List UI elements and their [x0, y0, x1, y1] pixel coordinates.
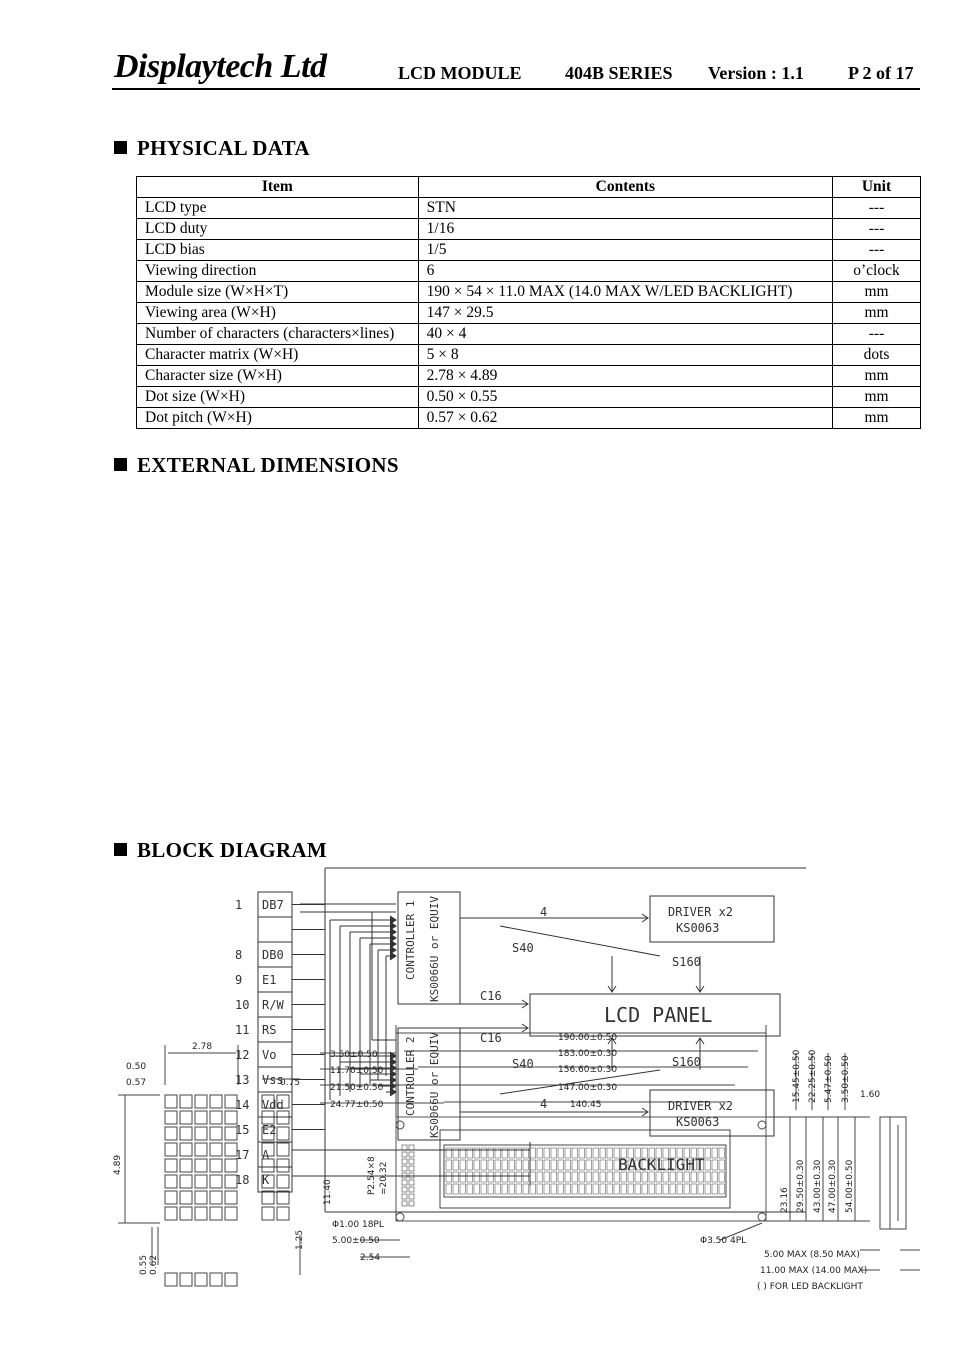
section-physical-data: [114, 136, 310, 161]
header-item: Item: [137, 177, 419, 198]
cell-unit: ---: [833, 198, 921, 219]
dim-left-3: 21.50±0.50: [330, 1083, 384, 1093]
cell-item: Viewing direction: [137, 261, 419, 282]
dim-hole-pins: Φ1.00 18PL: [332, 1220, 384, 1230]
section-title: EXTERNAL DIMENSIONS: [137, 453, 399, 477]
section-title: PHYSICAL DATA: [137, 136, 310, 160]
table-header-row: [137, 177, 921, 198]
controller-1-sub: KS0066U or EQUIV: [428, 896, 441, 1002]
pin-name: A: [262, 1148, 270, 1162]
cell-contents: 5 × 8: [418, 345, 832, 366]
signal-lines: [300, 904, 396, 1100]
dim-pin-edge: 5.00±0.50: [332, 1236, 380, 1246]
pin-table: [258, 892, 325, 1192]
dim-left-1: 3.50±0.50: [330, 1050, 378, 1060]
dim-right-1: 15.45±0.50: [792, 1049, 802, 1103]
dim-mount-holes: Φ3.50 4PL: [700, 1236, 747, 1246]
cell-contents: 1/16: [418, 219, 832, 240]
bus-c16-top: C16: [480, 989, 502, 1003]
dim-thickness: 1.60: [860, 1090, 881, 1100]
controller-2-label: CONTROLLER 2: [404, 1036, 417, 1116]
cell-contents: 0.50 × 0.55: [418, 387, 832, 408]
cell-item: LCD bias: [137, 240, 419, 261]
pin-name: Vo: [262, 1048, 277, 1062]
dim-right-3: 5.47±0.50: [824, 1055, 834, 1103]
cell-unit: mm: [833, 303, 921, 324]
product-name: LCD MODULE: [398, 63, 522, 83]
cell-contents: 190 × 54 × 11.0 MAX (14.0 MAX W/LED BACKLIGHT): [418, 282, 832, 303]
square-bullet-icon: [114, 458, 127, 471]
pin-name: RS: [262, 1023, 277, 1037]
note-1: 5.00 MAX (8.50 MAX): [764, 1250, 860, 1260]
cell-contents: 40 × 4: [418, 324, 832, 345]
cell-item: Dot pitch (W×H): [137, 408, 419, 429]
dim-height-2: 29.50±0.30: [796, 1159, 806, 1213]
dim-dot-pitch-h: 0.62: [149, 1254, 159, 1275]
note-2: 11.00 MAX (14.00 MAX): [760, 1266, 868, 1276]
cell-unit: mm: [833, 408, 921, 429]
lcd-panel-label: LCD PANEL: [604, 1003, 713, 1027]
driver-1-label: DRIVER x2: [668, 905, 734, 919]
section-external-dimensions: [114, 453, 399, 478]
driver-2-box: [650, 1090, 774, 1136]
physical-data-table: [136, 176, 921, 429]
cell-item: Character size (W×H): [137, 366, 419, 387]
section-title: BLOCK DIAGRAM: [137, 838, 327, 862]
pin-name: R/W: [262, 998, 284, 1012]
pin-number: 8: [235, 948, 243, 962]
cell-item: Module size (W×H×T): [137, 282, 419, 303]
table-row: [137, 282, 921, 303]
table-row: [137, 366, 921, 387]
bus-s160-top: S160: [672, 955, 701, 969]
cell-unit: o’clock: [833, 261, 921, 282]
bus-c16-bottom: C16: [480, 1031, 502, 1045]
bus-s160-bottom: S160: [672, 1055, 701, 1069]
table-row: [137, 345, 921, 366]
controller-2-sub: KS0066U or EQUIV: [428, 1032, 441, 1138]
table-row: [137, 261, 921, 282]
cell-item: Number of characters (characters×lines): [137, 324, 419, 345]
dim-height-3: 43.00±0.30: [813, 1159, 823, 1213]
bus-4-bottom: 4: [540, 1097, 548, 1111]
header-contents: Contents: [418, 177, 832, 198]
cell-item: LCD type: [137, 198, 419, 219]
table-row: [137, 387, 921, 408]
pin-name: K: [262, 1173, 270, 1187]
cell-contents: STN: [418, 198, 832, 219]
dim-top-5: 140.45: [570, 1100, 602, 1110]
cell-contents: 1/5: [418, 240, 832, 261]
dim-dot-pitch-w: 0.57: [126, 1078, 147, 1088]
pin-name: Vss: [262, 1073, 284, 1087]
cell-contents: 0.57 × 0.62: [418, 408, 832, 429]
cell-unit: ---: [833, 324, 921, 345]
dim-left-2: 11.70±0.50: [330, 1066, 384, 1076]
driver-1-box: [650, 896, 774, 942]
dim-dot-h: 0.55: [139, 1254, 149, 1275]
pin-number: 17: [235, 1148, 250, 1162]
bus-s40-bottom: S40: [512, 1057, 534, 1071]
cell-unit: ---: [833, 240, 921, 261]
table-row: [137, 219, 921, 240]
cell-item: Character matrix (W×H): [137, 345, 419, 366]
dim-dot-w: 0.50: [126, 1062, 147, 1072]
dim-top-1: 190.00±0.50: [558, 1033, 618, 1043]
page-header: [112, 48, 920, 90]
header-unit: Unit: [833, 177, 921, 198]
pin-number: 18: [235, 1173, 250, 1187]
pin-number: 1: [235, 898, 243, 912]
backlight-label: BACKLIGHT: [618, 1155, 705, 1174]
block-diagram: [0, 860, 954, 1220]
dim-gap: 0.75: [280, 1078, 301, 1088]
table-row: [137, 198, 921, 219]
dim-char-width: 2.78: [192, 1042, 213, 1052]
cell-unit: ---: [833, 219, 921, 240]
cell-unit: mm: [833, 282, 921, 303]
dim-pin-pitch: P2.54×8: [367, 1156, 377, 1195]
dim-pin-offset: 11.40: [323, 1179, 333, 1205]
dim-pin-pitch-2: 2.54: [360, 1253, 381, 1263]
version-label: Version : 1.1: [708, 63, 804, 83]
note-3: ( ) FOR LED BACKLIGHT: [757, 1282, 863, 1292]
pin-name: Vdd: [262, 1098, 284, 1112]
pin-name: DB7: [262, 898, 284, 912]
pin-number: 12: [235, 1048, 250, 1062]
dim-char-height: 4.89: [113, 1154, 123, 1175]
pin-name: E2: [262, 1123, 277, 1137]
cell-unit: mm: [833, 366, 921, 387]
bus-s40-top: S40: [512, 941, 534, 955]
cell-item: LCD duty: [137, 219, 419, 240]
dim-pin-total: =20.32: [379, 1161, 389, 1195]
table-row: [137, 324, 921, 345]
pin-name: DB0: [262, 948, 284, 962]
cell-unit: dots: [833, 345, 921, 366]
square-bullet-icon: [114, 843, 127, 856]
pin-number: 13: [235, 1073, 250, 1087]
table-row: [137, 240, 921, 261]
cell-item: Viewing area (W×H): [137, 303, 419, 324]
dim-misc: 1.25: [295, 1229, 305, 1250]
pin-number: 10: [235, 998, 250, 1012]
company-name: Displaytech Ltd: [114, 48, 327, 85]
square-bullet-icon: [114, 141, 127, 154]
dim-top-3: 156.60±0.30: [558, 1065, 618, 1075]
dim-height-5: 54.00±0.50: [845, 1159, 855, 1213]
cell-contents: 2.78 × 4.89: [418, 366, 832, 387]
dim-top-2: 183.00±0.30: [558, 1049, 618, 1059]
pin-name: E1: [262, 973, 277, 987]
pin-number: 15: [235, 1123, 250, 1137]
dim-right-2: 22.25±0.50: [808, 1049, 818, 1103]
dim-right-4: 3.50±0.50: [841, 1055, 851, 1103]
cell-unit: mm: [833, 387, 921, 408]
dim-height-4: 47.00±0.30: [828, 1159, 838, 1213]
pin-number: 11: [235, 1023, 250, 1037]
cell-contents: 6: [418, 261, 832, 282]
cell-item: Dot size (W×H): [137, 387, 419, 408]
dim-height-1: 23.16: [780, 1187, 790, 1213]
pin-number: 14: [235, 1098, 250, 1112]
pin-number: 9: [235, 973, 243, 987]
driver-2-label: DRIVER x2: [668, 1099, 734, 1113]
driver-1-sub: KS0063: [676, 921, 720, 935]
controller-1-label: CONTROLLER 1: [404, 900, 417, 980]
driver-2-sub: KS0063: [676, 1115, 720, 1129]
dim-left-4: 24.77±0.50: [330, 1100, 384, 1110]
series-name: 404B SERIES: [565, 63, 673, 83]
dim-top-4: 147.00±0.30: [558, 1083, 618, 1093]
table-row: [137, 303, 921, 324]
table-row: [137, 408, 921, 429]
bus-4-top: 4: [540, 905, 548, 919]
page-number: P 2 of 17: [848, 63, 914, 83]
cell-contents: 147 × 29.5: [418, 303, 832, 324]
